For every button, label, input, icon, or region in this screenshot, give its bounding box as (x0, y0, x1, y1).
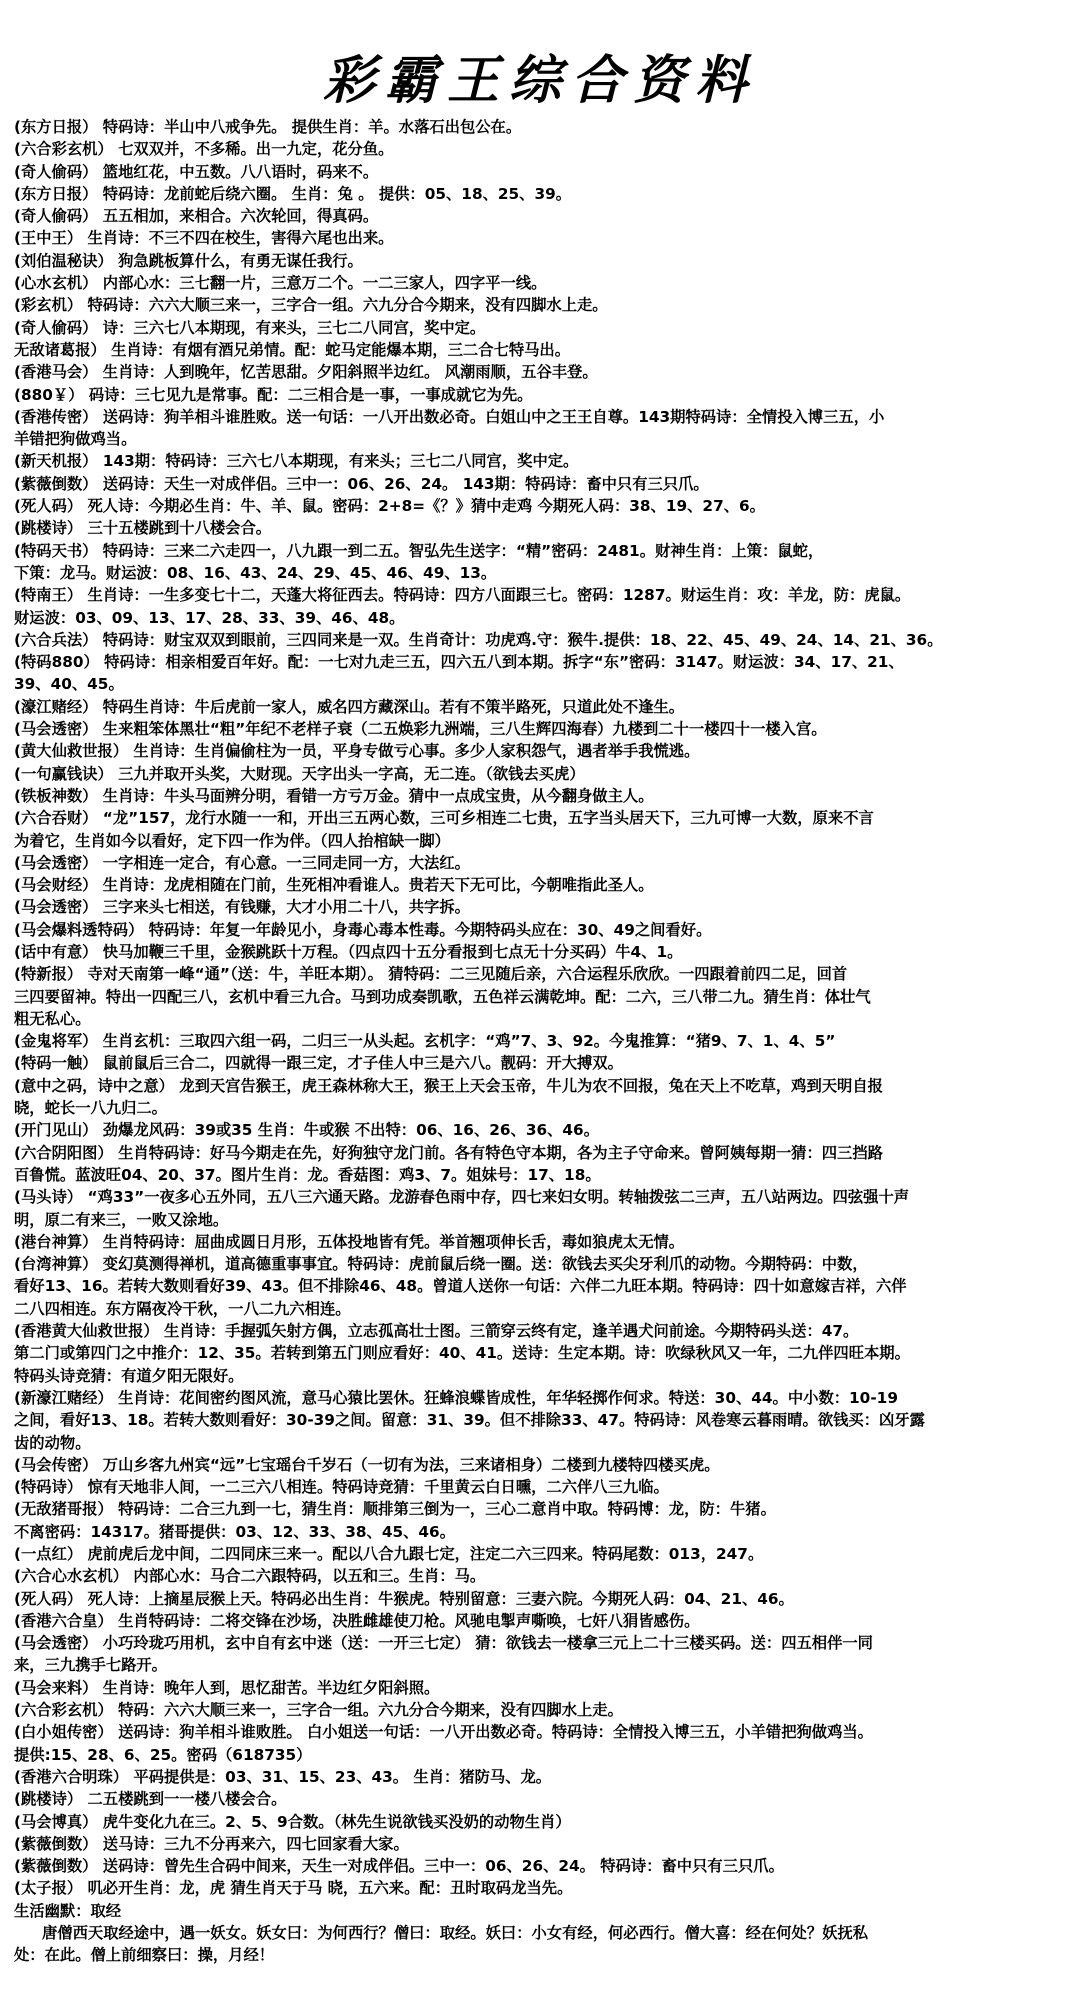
text-line: (880￥） 码诗：三七见九是常事。配：二三相合是一事，一事成就它为先。 (14, 385, 533, 404)
text-line: (特码诗） 惊有天地非人间，一二三六八相连。特码诗竞猜：千里黄云白日曛，二六伴八三九临。 (14, 1478, 669, 1497)
text-line: (六合兵法） 特码诗：财宝双双到眼前，三四同来是一双。生肖奇计：功虎鸡.守：猴牛.提供：18、22、45、49、24、14、21、36。 (14, 630, 943, 649)
text-line: 处：在此。僧上前细察曰：操，月经！ (14, 1946, 275, 1965)
text-line: 唐僧西天取经途中，遇一妖女。妖女曰：为何西行？僧曰：取经。妖曰：小女有经，何必西行。僧大喜：经在何处？妖抚私 (42, 1924, 869, 1943)
text-line: (王中王） 生肖诗：不三不四在校生，害得六尾也出来。 (14, 229, 394, 248)
text-line: (死人码） 死人诗：上摘星辰猴上天。特码必出生肖：牛猴虎。特别留意：三妻六院。今期死人码：04、21、46。 (14, 1589, 794, 1608)
text-line: 39、40、45。 (14, 675, 124, 694)
text-line: (马会财经） 生肖诗：龙虎相随在门前，生死相冲看谁人。贵若天下无可比，今朝唯指此圣人。 (14, 876, 654, 895)
text-line: (话中有意） 快马加鞭三千里，金猴跳跃十万程。（四点四十五分看报到七点无十分买码）牛4、1。 (14, 942, 683, 961)
text-line: (台湾神算） 变幻莫测得禅机，道高德重事事宜。特码诗：虎前鼠后绕一圈。送：欲钱去买尖牙利爪的动物。今期特码：中数， (14, 1255, 868, 1274)
text-line: (濠江赌经） 特码生肖诗：牛后虎前一家人，威名四方藏深山。若有不策半路死，只道此处不逢生。 (14, 697, 685, 716)
text-line: 晓，蛇长一八九归二。 (14, 1099, 167, 1118)
text-line: (奇人偷码） 诗：三六七八本期现，有来头，三七二八同宫，奖中定。 (14, 318, 486, 337)
text-line: (马会来料） 生肖诗：晚年人到，思忆甜苦。半边红夕阳斜照。 (14, 1678, 440, 1697)
text-line: (东方日报） 特码诗：龙前蛇后绕六圈。 生肖：兔 。 提供：05、18、25、39。 (14, 184, 572, 203)
text-line: (六合阴阳图） 生肖特码诗：好马今期走在先，好狗独守龙门前。各有特色守本期，各为主子守命来。曾阿姨每期一猜：四三挡路 (14, 1143, 883, 1162)
text-line: (无敌猪哥报） 特码诗：二合三九到一七，猜生肖：顺排第三倒为一，三心二意肖中取。特码博：龙，防：牛猪。 (14, 1500, 776, 1519)
text-line: (香港六合明珠） 平码提供是：03、31、15、23、43。 生肖：猪防马、龙。 (14, 1767, 552, 1786)
text-line: 下策：龙马。财运波：08、16、43、24、29、45、46、49、13。 (14, 563, 497, 582)
text-line: 羊错把狗做鸡当。 (14, 430, 137, 449)
text-line: (马会透密） 一字相连一定合，有心意。一三同走同一方，大法红。 (14, 853, 470, 872)
text-line: (特码一触） 鼠前鼠后三合二，四就得一跟三定，才子佳人中三是六八。靓码：开大搏双。 (14, 1054, 623, 1073)
text-line: (紫薇倒数） 送码诗：天生一对成伴侣。三中一：06、26、24。 143期：特码诗：畜中只有三只爪。 (14, 474, 709, 493)
text-line: (特南王） 生肖诗：一生多变七十二，天蓬大将征西去。特码诗：四方八面跟三七。密码：1287。财运生肖：攻：羊龙，防：虎鼠。 (14, 586, 911, 605)
text-line: (马头诗） “鸡33”一夜多心五外同，五八三六通天路。龙游春色雨中存，四七来妇女明。转轴拨弦二三声，五八站两边。四弦强十声 (14, 1188, 910, 1207)
text-line: (一点红） 虎前虎后龙中间，二四同床三来一。配以八合九跟七定，注定二六三四来。特码尾数：013，247。 (14, 1545, 764, 1563)
text-line: (跳楼诗） 三十五楼跳到十八楼会合。 (14, 519, 272, 538)
text-line: 三四要留神。特出一四配三八，玄机中看三九合。马到功成奏凯歌，五色祥云满乾坤。配：二六，三八带二九。猜生肖：体壮气 (14, 987, 871, 1006)
text-line: 提供:15、28、6、25。密码（618735） (14, 1745, 312, 1764)
text-line: (太子报） 叽必开生肖：龙，虎 猜生肖天于马 晓，五六来。配：丑时取码龙当先。 (14, 1879, 573, 1898)
text-line: (意中之码，诗中之意） 龙到天宫告猴王，虎王森林称大王，猴王上天会玉帝，牛儿为农不回报，兔在天上不吃草，鸡到天明自报 (14, 1076, 883, 1095)
text-line: (马会透密） 小巧玲珑巧用机，玄中自有玄中迷（送：一开三七定） 猜：欲钱去一楼拿三元上二十三楼买码。送：四五相伴一同 (14, 1634, 873, 1653)
text-line: (马会传密） 万山乡客九州宾“远”七宝瑶台千岁石（一切有为法，三来诸相身）二楼到九楼特四楼买虎。 (14, 1455, 720, 1474)
text-line: (金鬼将军） 生肖玄机：三取四六组一码，二归三一从头起。玄机字：“鸡”7、3、92。今鬼推算：“猪9、7、1、4、5” (14, 1032, 836, 1051)
text-line: (跳楼诗） 二五楼跳到一一楼八楼会合。 (14, 1790, 287, 1809)
text-line: 齿的动物。 (14, 1433, 91, 1452)
text-line: (特码天书） 特码诗：三来二六走四一，八九跟一到二五。智弘先生送字：“精”密码：2481。财神生肖：上策：鼠蛇， (14, 541, 824, 560)
text-line: (港台神算） 生肖特码诗：屈曲成圆日月形，五体投地皆有凭。举首翘项伸长舌，毒如狼虎太无情。 (14, 1232, 685, 1251)
text-line: (特码880） 特码诗：相亲相爱百年好。配：一七对九走三五，四六五八到本期。拆字“东”密码：3147。财运波：34、17、21、 (14, 653, 904, 672)
text-line: (奇人偷码） 五五相加，来相合。六次轮回，得真码。 (14, 207, 379, 226)
text-line: (马会爆料透特码） 特码诗：年复一年龄见小，身毒心毒本性毒。今期特码头应在：30、49之间看好。 (14, 920, 712, 939)
text-line: (奇人偷码） 篮地红花，中五数。八八语时，码来不。 (14, 162, 379, 181)
text-line: (马会博真） 虎牛变化九在三。2、5、9合数。（林先生说欲钱买没奶的动物生肖） (14, 1812, 571, 1831)
text-line: (马会透密） 三字来头七相送，有钱赚，大才小用二十八，共字拆。 (14, 898, 470, 917)
text-line: (紫薇倒数） 送码诗：曾先生合码中间来，天生一对成伴侣。三中一：06、26、24。 特码诗：畜中只有三只爪。 (14, 1857, 784, 1876)
text-line: 第二门或第四门之中推介：12、35。若转到第五门则应看好：40、41。送诗：生定本期。诗：吹绿秋风又一年，二九伴四旺本期。 (14, 1344, 910, 1363)
text-line: 为着它，生肖如今以看好，定下四一作为伴。（四人抬棺缺一脚） (14, 831, 450, 850)
text-line: (白小姐传密） 送码诗：狗羊相斗谁败胜。 白小姐送一句话：一八开出数必奇。特码诗：全情投入博三五，小羊错把狗做鸡当。 (14, 1723, 873, 1742)
text-line: (特新报） 寺对天南第一峰“通”（送：牛，羊旺本期）。 猜特码：二三见随后亲，六合运程乐欣欣。一四跟着前四二足，回首 (14, 965, 848, 984)
text-line: (铁板神数） 生肖诗：牛头马面辨分明，看错一方亏万金。猜中一点成宝贵，从今翻身做主人。 (14, 786, 654, 805)
text-line: 百鲁慌。蓝波旺04、20、37。图片生肖：龙。香菇图：鸡3、7。姐妹号：17、18。 (14, 1165, 601, 1184)
text-line: (紫薇倒数） 送马诗：三九不分再来六，四七回家看大家。 (14, 1834, 409, 1853)
text-line: 无敌诸葛报） 生肖诗：有烟有酒兄弟情。配：蛇马定能爆本期，三二合七特马出。 (14, 340, 571, 359)
text-line: (香港传密） 送码诗：狗羊相斗谁胜败。送一句话：一八开出数必奇。白姐山中之王王自尊。143期特码诗：全情投入博三五，小 (14, 407, 885, 426)
text-line: 来，三九携手七路开。 (14, 1656, 167, 1675)
text-line: (心水玄机） 内部心水：三七翻一片，三意万二个。一二三家人，四字平一线。 (14, 274, 547, 293)
text-line: (死人码） 死人诗：今期必生肖：牛、羊、鼠。密码：2+8=《？》猜中走鸡 今期死人码：38、19、27、6。 (14, 497, 765, 516)
text-line: (马会透密） 生来粗笨体黑壮“粗”年纪不老样子衰（二五焕彩九洲端，三八生辉四海春）九楼到二十一楼四十一楼入宫。 (14, 720, 827, 739)
text-line: 生活幽默：取经 (14, 1901, 122, 1920)
text-line: (彩玄机） 特码诗：六六大顺三来一，三字合一组。六九分合今期来，没有四脚水上走。 (14, 296, 608, 315)
text-line: (刘伯温秘诀） 狗急跳板算什么，有勇无谋任我行。 (14, 251, 363, 270)
text-line: (六合心水玄机） 内部心水：马合二六跟特码，以五和三。生肖：马。 (14, 1567, 486, 1586)
text-line: (六合吞财） “龙”157，龙行水随一一和，开出三五两心数，三可乡相连二七贵，五字当头居天下，三九可博一大数，原来不言 (14, 809, 874, 828)
text-line: (开门见山） 劲爆龙风码：39或35 生肖：牛或猴 不出特：06、16、26、36、46。 (14, 1121, 599, 1140)
text-line: 明，原二有来三，一败又涂地。 (14, 1210, 229, 1229)
text-line: 不离密码：14317。猪哥提供：03、12、33、38、45、46。 (14, 1522, 455, 1541)
text-line: (新濠江赌经） 生肖诗：花间密约图风流，意马心猿比罢休。狂蜂浪蝶皆成性，年华轻掷作何求。特送：30、44。中小数：10-19 (14, 1388, 898, 1407)
text-line: 之间，看好13、18。若转大数则看好：30-39之间。留意：31、39。但不排除33、47。特码诗：风卷寒云暮雨晴。欲钱买：凶牙露 (14, 1411, 925, 1430)
text-line: (新天机报） 143期：特码诗：三六七八本期现，有来头；三七二八同宫，奖中定。 (14, 452, 579, 471)
text-line: (香港黄大仙救世报） 生肖诗：手握弧矢射方偶，立志孤高壮士图。三箭穿云终有定，逢羊遇犬问前途。今期特码头送：47。 (14, 1322, 859, 1341)
text-line: 看好13、16。若转大数则看好39、43。但不排除46、48。曾道人送你一句话：六伴二九旺本期。特码诗：四十如意嫁吉祥，六伴 (14, 1277, 907, 1296)
text-line: (六合彩玄机） 七双双并，不多稀。出一九定，花分鱼。 (14, 140, 394, 159)
page-title: 彩霸王综合资料 (322, 50, 757, 111)
text-line: (香港六合皇） 生肖特码诗：二将交锋在沙场，决胜雌雄使刀枪。风驰电掣声嘶唤，七奸八狷皆感伤。 (14, 1611, 700, 1630)
text-line: (黄大仙救世报） 生肖诗：生肖偏偷柱为一员，平身专做亏心事。多少人家积怨气，遇者举手我慌逃。 (14, 742, 700, 761)
text-line: (一句赢钱诀） 三九并取开头奖，大财现。天字出头一字高，无二连。（欲钱去买虎） (14, 764, 585, 783)
text-line: (东方日报） 特码诗：半山中八戒争先。 提供生肖：羊。水落石出包公在。 (14, 118, 522, 136)
text-line: 二八四相连。东方隔夜冷干秋，一八二九六相连。 (14, 1299, 351, 1318)
text-line: 粗无私心。 (14, 1009, 91, 1028)
document-body (14, 116, 1066, 1967)
text-line: (香港马会） 生肖诗：人到晚年，忆苦思甜。夕阳斜照半边红。 风潮雨顺，五谷丰登。 (14, 363, 598, 382)
text-line: (六合彩玄机） 特码：六六大顺三来一，三字合一组。六九分合今期来，没有四脚水上走。 (14, 1701, 623, 1720)
text-line: 财运波：03、09、13、17、28、33、39、46、48。 (14, 608, 405, 627)
text-line: 特码头诗竞猜：有道夕阳无限好。 (14, 1366, 244, 1385)
